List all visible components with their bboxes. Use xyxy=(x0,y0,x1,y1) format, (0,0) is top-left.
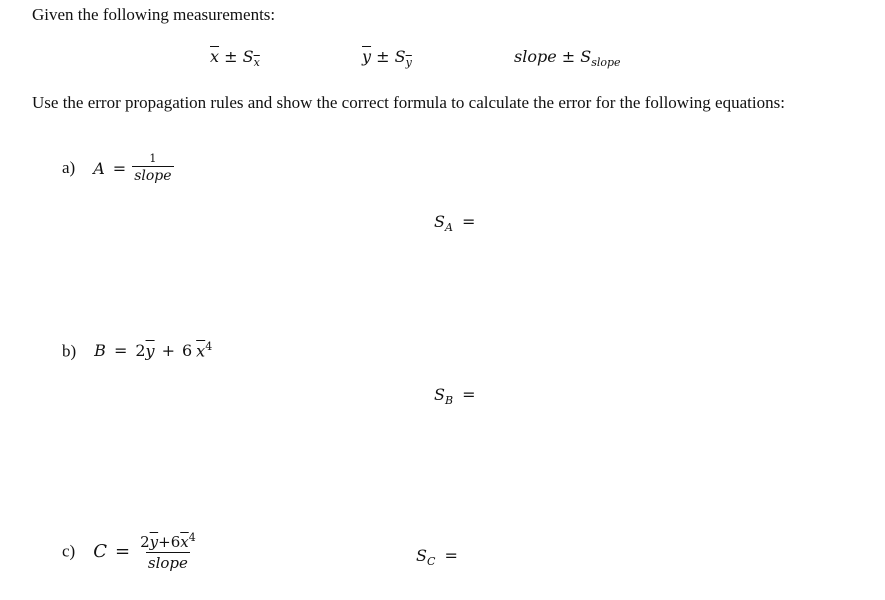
question-a xyxy=(62,152,174,184)
y-mean: $\overline{y}$ xyxy=(362,47,372,66)
x-mean: $\overline{x}$ xyxy=(196,341,206,361)
fraction-numerator: 1 xyxy=(149,152,157,165)
error-b-sub: B xyxy=(444,394,454,408)
question-a-fraction xyxy=(132,152,173,184)
plus-sign: + xyxy=(158,533,171,551)
question-b-label: b) xyxy=(62,341,77,361)
question-a-lhs: A xyxy=(93,158,105,178)
plus-sign: + xyxy=(161,341,175,361)
exponent: 4 xyxy=(188,531,196,544)
x-mean-sub: x xyxy=(253,56,260,70)
measurement-x xyxy=(210,47,260,69)
instruction-text: Use the error propagation rules and show the correct formula to calculate the error for the following equations: xyxy=(32,93,785,112)
question-b-lhs: B xyxy=(94,341,106,361)
x-mean: $\overline{x}$ xyxy=(180,533,189,551)
question-b xyxy=(62,340,212,361)
error-c-sub: C xyxy=(426,555,436,569)
s-symbol: S xyxy=(416,546,427,565)
fraction-denominator: slope xyxy=(134,168,172,184)
fraction-denominator: slope xyxy=(147,554,188,572)
equals-sign: = xyxy=(115,541,131,562)
slope-value: slope xyxy=(514,47,557,66)
coefficient: 2 xyxy=(140,533,150,551)
error-c xyxy=(416,546,458,568)
coefficient: 6 xyxy=(170,533,181,551)
error-b xyxy=(434,385,476,407)
y-mean: $\overline{y}$ xyxy=(145,341,155,361)
coefficient: 6 xyxy=(181,341,193,361)
s-symbol: S xyxy=(434,385,445,404)
error-a xyxy=(434,212,475,234)
measurement-y xyxy=(362,47,412,69)
measurement-slope xyxy=(514,47,621,69)
question-c-lhs: C xyxy=(93,541,107,562)
question-a-label: a) xyxy=(62,158,76,177)
error-a-sub: A xyxy=(444,221,453,235)
s-symbol: S xyxy=(434,212,445,231)
question-c xyxy=(62,531,198,572)
equals-sign: = xyxy=(112,158,127,178)
equals-sign: = xyxy=(113,341,128,361)
plus-minus: ± xyxy=(376,47,390,66)
equals-sign: = xyxy=(462,385,476,404)
fraction-numerator xyxy=(138,531,198,552)
x-mean: $\overline{x}$ xyxy=(210,47,220,66)
equals-sign: = xyxy=(444,546,458,565)
question-c-label: c) xyxy=(62,541,76,561)
exponent: 4 xyxy=(205,340,213,353)
slope-sub: slope xyxy=(591,56,621,70)
s-symbol: S xyxy=(580,47,592,66)
plus-minus: ± xyxy=(224,47,238,66)
y-mean: $\overline{y}$ xyxy=(149,533,159,551)
y-mean-sub: y xyxy=(405,56,412,70)
plus-minus: ± xyxy=(561,47,576,66)
s-symbol: S xyxy=(242,47,254,66)
equals-sign: = xyxy=(462,212,476,231)
coefficient: 2 xyxy=(135,341,146,361)
question-c-fraction xyxy=(138,531,198,572)
intro-text: Given the following measurements: xyxy=(32,5,276,24)
s-symbol: S xyxy=(394,47,406,66)
